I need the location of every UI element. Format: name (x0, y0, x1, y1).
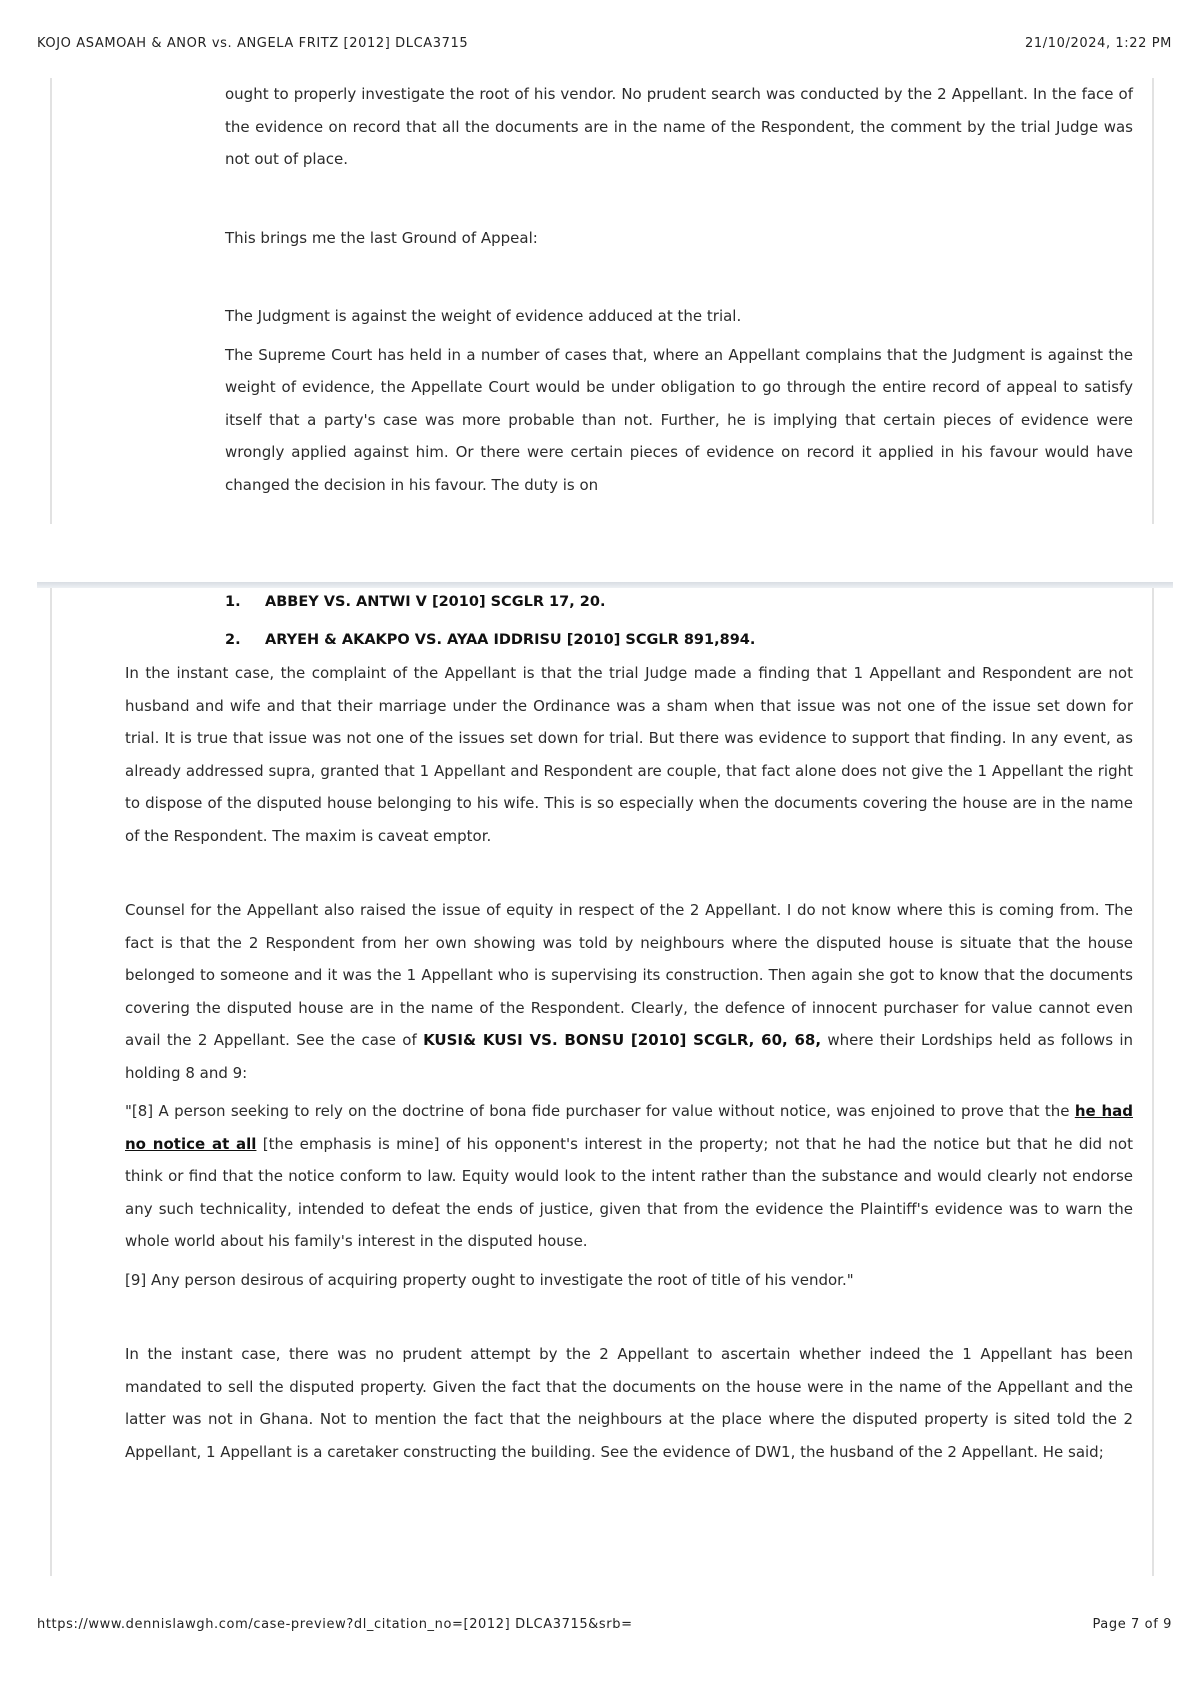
page-url: https://www.dennislawgh.com/case-preview?dl_citation_no=[2012] DLCA3715&srb= (37, 1617, 633, 1632)
lower-content (125, 588, 1133, 1468)
paragraph-last-ground: This brings me the last Ground of Appeal: (225, 228, 538, 247)
case-citation-kusi: KUSI& KUSI VS. BONSU [2010] SCGLR, 60, 68, (423, 1031, 822, 1049)
list-item: 1. ABBEY VS. ANTWI V [2010] SCGLR 17, 20. (225, 588, 1133, 623)
page-card-lower (50, 588, 1154, 1576)
paragraph-no-prudent-attempt: In the instant case, there was no prudent attempt by the 2 Appellant to ascertain whether indeed the 1 Appellant has been mandated to sell the disputed property. Given the fact that the documents on the house were in the name of the Appellant and the latter was not in Ghana. Not to mention the fact that the neighbours at the place where the disputed property is sited told the 2 Appellant, 1 Appellant is a caretaker constructing the building. See the evidence of DW1, the husband of the 2 Appellant. He said; (125, 1345, 1133, 1461)
paragraph-root-of-vendor: ought to properly investigate the root of his vendor. No prudent search was conducted by the 2 Appellant. In the face of the evidence on record that all the documents are in the name of the Respondent, the comment by the trial Judge was not out of place. (225, 85, 1133, 168)
quote-holding-8: "[8] A person seeking to rely on the doctrine of bona fide purchaser for value without notice, was enjoined to prove that the he had no notice at all [the emphasis is mine] of his opponent's interest in the property; not that he had the notice but that he did not think or find that the notice conform to law. Equity would look to the intent rather than the substance and would clearly not endorse any such technicality, intended to defeat the ends of justice, given that from the evidence the Plaintiff's evidence was to warn the whole world about his family's interest in the disputed house. (125, 1102, 1133, 1250)
page-number: Page 7 of 9 (1092, 1617, 1172, 1632)
page-footer (37, 1617, 1172, 1632)
case-citation-list (125, 588, 1133, 657)
paragraph-instant-case-complaint: In the instant case, the complaint of the Appellant is that the trial Judge made a finding that 1 Appellant and Respondent are not husband and wife and that their marriage under the Ordinance was a sham when that issue was not one of the issue set down for trial. It is true that issue was not one of the issues set down for trial. But there was evidence to support that finding. In any event, as already addressed supra, granted that 1 Appellant and Respondent are couple, that fact alone does not give the 1 Appellant the right to dispose of the disputed house belonging to his wife. This is so especially when the documents covering the house are in the name of the Respondent. The maxim is caveat emptor. (125, 664, 1133, 845)
paragraph-supreme-court: The Supreme Court has held in a number of cases that, where an Appellant complains that the Judgment is against the weight of evidence, the Appellate Court would be under obligation to go through the entire record of appeal to satisfy itself that a party's case was more probable than not. Further, he is implying that certain pieces of evidence were wrongly applied against him. Or there were certain pieces of evidence on record it applied in his favour would have changed the decision in his favour. The duty is on (225, 345, 1133, 494)
citation-abbey: ABBEY VS. ANTWI V [2010] SCGLR 17, 20. (265, 594, 606, 610)
page-header (37, 36, 1172, 51)
upper-content (225, 78, 1133, 501)
citation-aryeh: ARYEH & AKAKPO VS. AYAA IDDRISU [2010] SCGLR 891,894. (265, 632, 756, 648)
quote-holding-9: [9] Any person desirous of acquiring property ought to investigate the root of title of his vendor." (125, 1270, 854, 1289)
list-item: 2. ARYEH & AKAKPO VS. AYAA IDDRISU [2010] SCGLR 891,894. (225, 623, 1133, 657)
print-datetime: 21/10/2024, 1:22 PM (1025, 36, 1172, 51)
paragraph-ground-statement: The Judgment is against the weight of evidence adduced at the trial. (225, 307, 742, 325)
document-title: KOJO ASAMOAH & ANOR vs. ANGELA FRITZ [2012] DLCA3715 (37, 36, 469, 51)
emphasis-no-notice: he had no notice at all (125, 1102, 1133, 1153)
paragraph-equity: Counsel for the Appellant also raised the issue of equity in respect of the 2 Appellant. I do not know where this is coming from. The fact is that the 2 Respondent from her own showing was told by neighbours where the disputed house is situate that the house belonged to someone and it was the 1 Appellant who is supervising its construction. Then again she got to know that the documents covering the disputed house are in the name of the Respondent. Clearly, the defence of innocent purchaser for value cannot even avail the 2 Appellant. See the case of KUSI& KUSI VS. BONSU [2010] SCGLR, 60, 68, where their Lordships held as follows in holding 8 and 9: (125, 901, 1133, 1082)
page-card-upper (50, 78, 1154, 524)
